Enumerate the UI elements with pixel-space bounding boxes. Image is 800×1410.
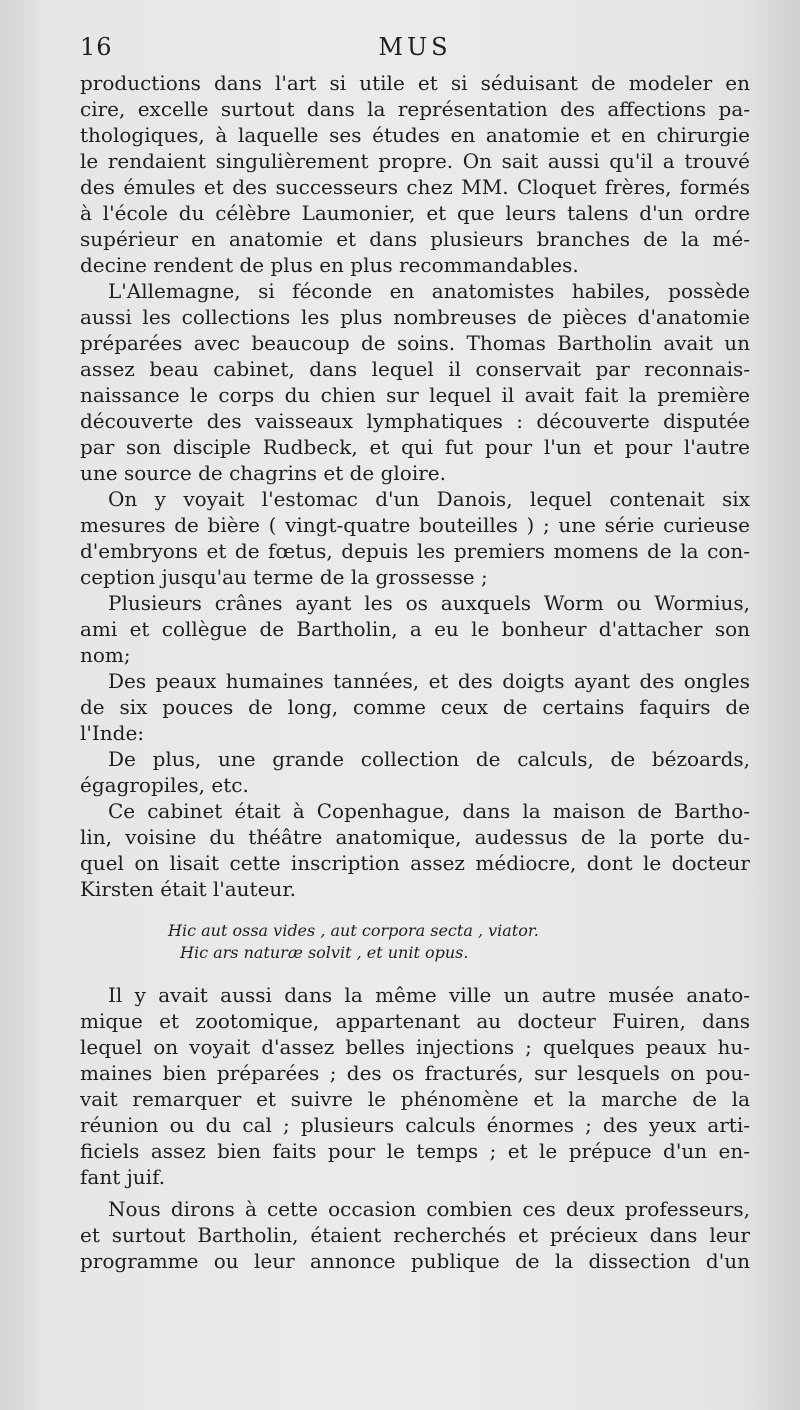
text-line: d'embryons et de fœtus, depuis les premiers momens de la con- — [80, 539, 750, 563]
text-line: des émules et des successeurs chez MM. Cloquet frères, formés — [80, 175, 750, 199]
text-line: préparées avec beaucoup de soins. Thomas Bartholin avait un — [80, 331, 750, 355]
text-line: nom; — [80, 643, 131, 667]
text-line: par son disciple Rudbeck, et qui fut pour l'un et pour l'autre — [80, 435, 750, 459]
text-line: decine rendent de plus en plus recommandables. — [80, 253, 579, 277]
running-head: MUS — [378, 33, 452, 61]
text-line: découverte des vaisseaux lymphatiques : découverte disputée — [80, 409, 750, 433]
page-body — [80, 70, 750, 1274]
text-line: à l'école du célèbre Laumonier, et que leurs talens d'un ordre — [80, 201, 750, 225]
text-line: Il y avait aussi dans la même ville un autre musée anato- — [108, 983, 750, 1007]
text-line: lin, voisine du théâtre anatomique, audessus de la porte du- — [80, 825, 750, 849]
text-line: programme ou leur annonce publique de la dissection d'un — [80, 1249, 750, 1273]
text-line: maines bien préparées ; des os fracturés, sur lesquels on pou- — [80, 1061, 750, 1085]
text-line: naissance le corps du chien sur lequel il avait fait la première — [80, 383, 750, 407]
text-line: productions dans l'art si utile et si séduisant de modeler en — [80, 71, 750, 95]
text-line: une source de chagrins et de gloire. — [80, 461, 446, 485]
text-line: ception jusqu'au terme de la grossesse ; — [80, 565, 488, 589]
text-line: ami et collègue de Bartholin, a eu le bonheur d'attacher son — [80, 617, 750, 641]
text-line: Nous dirons à cette occasion combien ces deux professeurs, — [108, 1197, 750, 1221]
text-line: réunion ou du cal ; plusieurs calculs énormes ; des yeux arti- — [80, 1113, 750, 1137]
text-line: l'Inde: — [80, 721, 145, 745]
text-line: le rendaient singulièrement propre. On sait aussi qu'il a trouvé — [80, 149, 750, 173]
text-line: ficiels assez bien faits pour le temps ; et le prépuce d'un en- — [80, 1139, 750, 1163]
text-line: Des peaux humaines tannées, et des doigts ayant des ongles — [108, 669, 750, 693]
text-line: supérieur en anatomie et dans plusieurs branches de la mé- — [80, 227, 750, 251]
text-line: mesures de bière ( vingt-quatre bouteilles ) ; une série curieuse — [80, 513, 750, 537]
text-line: de six pouces de long, comme ceux de certains faquirs de — [80, 695, 750, 719]
text-line: aussi les collections les plus nombreuses de pièces d'anatomie — [80, 305, 750, 329]
text-line: vait remarquer et suivre le phénomène et la marche de la — [80, 1087, 750, 1111]
text-line: mique et zootomique, appartenant au docteur Fuiren, dans — [80, 1009, 750, 1033]
text-line: De plus, une grande collection de calculs, de bézoards, — [108, 747, 750, 771]
text-line: Plusieurs crânes ayant les os auxquels Worm ou Wormius, — [108, 591, 750, 615]
page-header — [80, 33, 750, 69]
text-line: fant juif. — [80, 1165, 166, 1189]
verse-line: Hic aut ossa vides , aut corpora secta , viator. — [168, 921, 539, 940]
text-line: Ce cabinet était à Copenhague, dans la maison de Bartho- — [108, 799, 750, 823]
text-line: cire, excelle surtout dans la représentation des affections pa- — [80, 97, 750, 121]
text-line: et surtout Bartholin, étaient recherchés et précieux dans leur — [80, 1223, 750, 1247]
text-line: égagropiles, etc. — [80, 773, 249, 797]
verse-line: Hic ars naturæ solvit , et unit opus. — [180, 943, 469, 962]
text-line: On y voyait l'estomac d'un Danois, lequel contenait six — [108, 487, 750, 511]
text-line: lequel on voyait d'assez belles injections ; quelques peaux hu- — [80, 1035, 750, 1059]
text-line: assez beau cabinet, dans lequel il conservait par reconnais- — [80, 357, 750, 381]
text-line: Kirsten était l'auteur. — [80, 877, 297, 901]
text-line: L'Allemagne, si féconde en anatomistes habiles, possède — [108, 279, 750, 303]
text-line: quel on lisait cette inscription assez médiocre, dont le docteur — [80, 851, 750, 875]
text-line: thologiques, à laquelle ses études en anatomie et en chirurgie — [80, 123, 750, 147]
page-number: 16 — [80, 33, 113, 61]
